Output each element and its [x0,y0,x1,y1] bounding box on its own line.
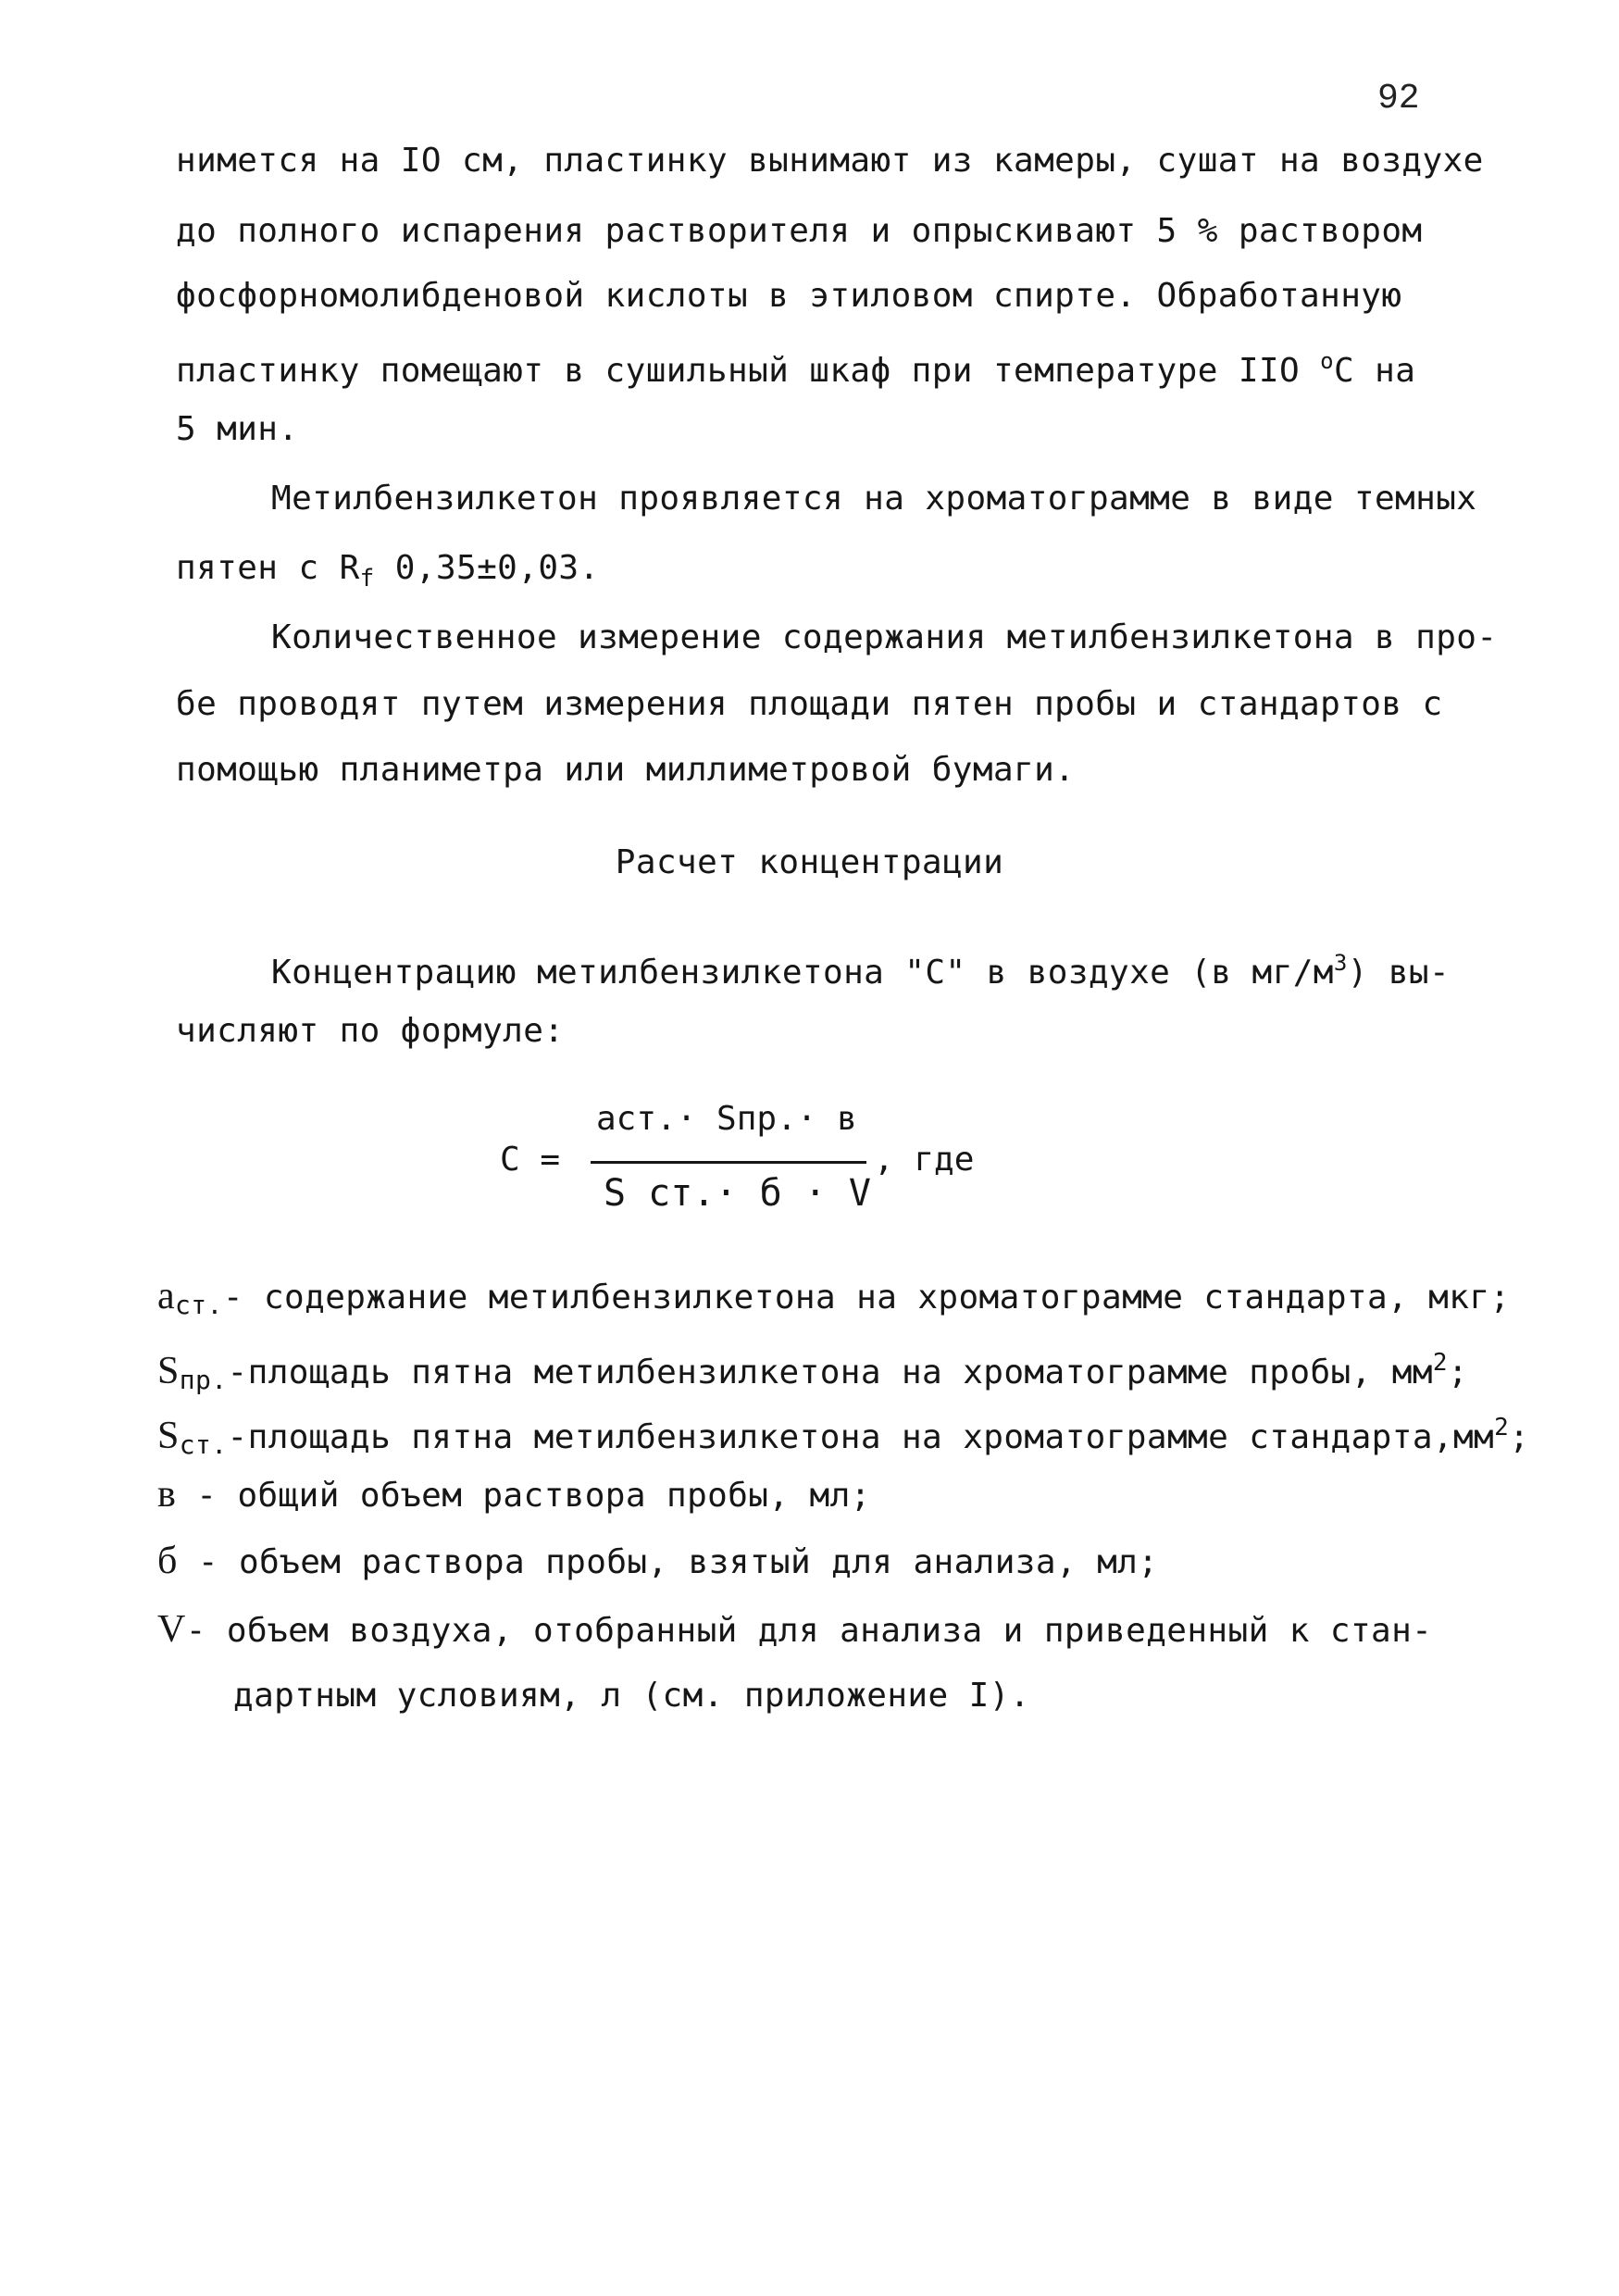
definition-symbol: S [157,1415,180,1457]
paragraph-2-line-2-text: пятен с R [176,549,360,587]
definition-symbol: в [157,1473,177,1516]
page-number: 92 [1377,79,1420,119]
definition-symbol: V [157,1608,186,1651]
paragraph-1-line-4-text: пластинку помещают в сушильный шкаф при температуре IIO [176,352,1321,390]
definition-unit-superscript: 2 [1432,1349,1448,1377]
fraction-bar [591,1161,866,1164]
paragraph-4-line-1-tail: ) вы- [1347,954,1451,992]
definition-v-air [157,1607,1432,1653]
formula-denominator: S ст.· б · V [604,1172,871,1215]
definition-symbol: б [157,1540,178,1582]
definition-s-pr [157,1341,1468,1403]
paragraph-4-line-1 [271,941,1450,995]
paragraph-4-line-1-text: Концентрацию метилбензилкетона "С" в воздухе (в мг/м [271,954,1334,992]
cubic-superscript: 3 [1333,950,1348,976]
definition-text: -площадь пятна метилбензилкетона на хроматограмме пробы, мм [227,1354,1433,1391]
definition-b-aliquot [157,1539,1158,1585]
definition-a-st [157,1274,1510,1328]
paragraph-2-line-2 [176,546,600,601]
paragraph-3-line-1: Количественное измерение содержания метилбензилкетона в про- [271,618,1498,656]
paragraph-3-line-2: бе проводят путем измерения площади пятен пробы и стандартов с [176,685,1443,723]
definition-symbol: S [157,1350,180,1392]
paragraph-2-line-2-tail: 0,35±0,03. [374,549,600,587]
definition-text: -площадь пятна метилбензилкетона на хроматограмме стандарта,мм [227,1418,1495,1456]
definition-symbol: a [157,1275,176,1317]
definition-tail: ; [1509,1418,1530,1456]
definition-text: - общий объем раствора пробы, мл; [176,1477,871,1515]
paragraph-1-line-1: нимется на IO см, пластинку вынимают из камеры, сушат на воздухе [176,142,1484,180]
definition-text: - объем воздуха, отобранный для анализа и приведенный к стан- [185,1612,1433,1650]
definition-subscript: ст. [179,1429,228,1460]
definition-v-total [157,1472,871,1518]
formula-lhs: С = [500,1141,561,1179]
definition-tail: ; [1447,1354,1469,1391]
definition-text: - содержание метилбензилкетона на хроматограмме стандарта, мкг; [222,1279,1511,1316]
paragraph-4-line-2: числяют по формуле: [176,1012,565,1050]
section-heading: Расчет концентрации [615,843,1004,881]
definition-subscript: ст. [175,1290,223,1320]
formula-where: , где [874,1141,975,1179]
paragraph-1-line-2: до полного испарения растворителя и опрыскивают 5 % раствором [176,212,1423,250]
formula-numerator: aст.· Sпр.· в [596,1100,857,1138]
paragraph-2-line-1: Метилбензилкетон проявляется на хроматограмме в виде темных [271,480,1477,518]
paragraph-1-line-5: 5 мин. [176,410,299,448]
definition-subscript: пр. [179,1365,228,1395]
paragraph-1-line-4 [176,339,1415,393]
paragraph-1-line-4-tail: С на [1334,352,1416,390]
degree-superscript: о [1320,348,1334,374]
definition-s-st [157,1405,1529,1467]
paragraph-1-line-3: фосфорномолибденовой кислоты в этиловом спирте. Обработанную [176,277,1402,315]
definition-text: - объем раствора пробы, взятый для анализа, мл; [177,1543,1159,1581]
rf-subscript: f [359,565,375,593]
definition-unit-superscript: 2 [1494,1414,1510,1441]
paragraph-3-line-3: помощью планиметра или миллиметровой бумаги. [176,751,1076,789]
definition-continuation: дартным условиям, л (см. приложение I). [233,1677,1030,1715]
